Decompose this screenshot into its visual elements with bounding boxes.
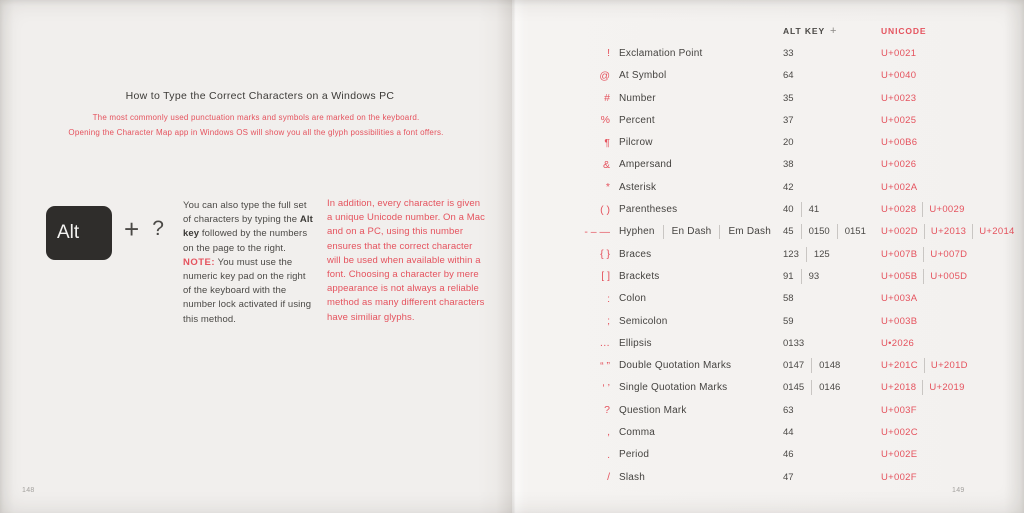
unicode-value: U+0026 [881, 159, 917, 171]
character-name-part: Comma [619, 426, 656, 438]
alt-key-value: 0151 [844, 226, 866, 238]
column-divider [837, 224, 838, 239]
character-name [619, 65, 781, 87]
unicode-code [881, 176, 1024, 198]
alt-key-code [783, 154, 880, 176]
character-name-part: Pilcrow [619, 137, 653, 149]
unicode-code [881, 221, 1024, 243]
unicode-value: U+0029 [929, 204, 965, 216]
alt-key-code [783, 65, 880, 87]
glyph-symbol: … [599, 337, 610, 350]
glyph-symbol: , [607, 426, 610, 439]
column-divider [924, 224, 925, 239]
unicode-code [881, 354, 1024, 376]
instructions-text-1: You can also type the full set of characters by typing the [183, 200, 307, 226]
unicode-code [881, 87, 1024, 109]
unicode-code [881, 265, 1024, 287]
unicode-value: U+2018 [881, 382, 917, 394]
column-divider [801, 202, 802, 217]
column-divider [801, 269, 802, 284]
glyph-symbol: * [605, 181, 610, 194]
glyph-symbol: ? [604, 404, 610, 417]
alt-key-value: 59 [783, 315, 794, 327]
alt-key-value: 33 [783, 47, 794, 59]
unicode-code [881, 109, 1024, 131]
alt-key-code [783, 399, 880, 421]
character-name-part: Em Dash [728, 226, 771, 238]
character-name-part: Ampersand [619, 159, 672, 171]
character-table [512, 20, 1024, 488]
character-name-part: Percent [619, 114, 655, 126]
glyph-symbol: [ ] [601, 270, 610, 283]
character-name-part: Braces [619, 248, 652, 260]
unicode-value: U+0023 [881, 92, 917, 104]
column-divider [806, 247, 807, 262]
unicode-value: U+003A [881, 293, 918, 305]
table-row [512, 154, 1024, 176]
glyph-symbol: & [602, 158, 610, 171]
alt-keycap [46, 206, 112, 260]
character-name [619, 87, 781, 109]
glyph-symbol: ( ) [600, 203, 610, 216]
alt-key-value: 58 [783, 293, 794, 305]
alt-key-value: 125 [813, 248, 830, 260]
instructions-paragraph [183, 199, 315, 327]
character-name-part: Colon [619, 293, 647, 305]
unicode-value: U+00B6 [881, 137, 918, 149]
glyph-symbol: ; [607, 315, 610, 327]
character-name-part: Double Quotation Marks [619, 360, 732, 372]
right-page [512, 0, 1024, 513]
column-divider [922, 202, 923, 217]
alt-key-value: 0148 [819, 360, 841, 372]
alt-key-code [783, 354, 880, 376]
instructions-alt-key-bold: Alt key [183, 214, 313, 240]
alt-key-code [783, 332, 880, 354]
character-name [619, 310, 781, 332]
table-row [512, 354, 1024, 376]
glyph-symbol: / [607, 471, 610, 484]
character-name [619, 354, 781, 376]
alt-key-value: 91 [783, 270, 794, 282]
unicode-value: U+2013 [930, 226, 967, 238]
table-row [512, 310, 1024, 332]
glyph-symbol: - – — [584, 225, 610, 238]
unicode-code [881, 332, 1024, 354]
unicode-code [881, 42, 1024, 64]
character-name-part: Question Mark [619, 404, 687, 416]
alt-key-code [783, 109, 880, 131]
page-subtitle [0, 110, 512, 140]
character-name-part: Brackets [619, 270, 660, 282]
alt-key-value: 35 [783, 92, 794, 104]
alt-key-value: 42 [783, 181, 794, 193]
unicode-value: U+007D [930, 248, 968, 260]
character-name [619, 377, 781, 399]
unicode-value: U•2026 [881, 337, 915, 349]
character-name [619, 176, 781, 198]
unicode-value: U+2019 [929, 382, 965, 394]
unicode-code [881, 377, 1024, 399]
alt-key-value: 47 [783, 471, 794, 483]
unicode-value: U+005D [930, 270, 968, 282]
character-name-part: Asterisk [619, 181, 657, 193]
unicode-column-header [881, 20, 1024, 42]
alt-key-code [783, 377, 880, 399]
character-name-part: Single Quotation Marks [619, 382, 728, 394]
character-name [619, 288, 781, 310]
alt-key-value: 0150 [808, 226, 830, 238]
table-row [512, 176, 1024, 198]
glyph-symbol: { } [600, 248, 610, 261]
alt-key-value: 0133 [783, 337, 805, 349]
table-row [512, 42, 1024, 64]
unicode-value: U+002F [881, 471, 917, 483]
table-row [512, 421, 1024, 443]
unicode-value: U+002A [881, 181, 918, 193]
page-title: How to Type the Correct Characters on a Windows PC [125, 90, 395, 102]
unicode-code [881, 444, 1024, 466]
column-divider [923, 247, 924, 262]
table-row [512, 198, 1024, 220]
character-name [619, 265, 781, 287]
alt-key-value: 44 [783, 426, 794, 438]
unicode-code [881, 310, 1024, 332]
alt-key-code [783, 198, 880, 220]
character-name [619, 332, 781, 354]
alt-key-value: 64 [783, 70, 794, 82]
instructions-text-2: followed by the numbers on the page to the right. [183, 228, 308, 254]
alt-key-value: 20 [783, 137, 794, 149]
unicode-paragraph: In addition, every character is given a unique Unicode number. On a Mac and on a PC, using this number ensures that the correct character will be used when available within a font. Choosing a character by mere appearance is not always a reliable method as many different characters have similiar glyphs. [327, 198, 486, 323]
table-header-row [512, 20, 1024, 42]
table-row [512, 87, 1024, 109]
table-row [512, 65, 1024, 87]
glyph-symbol: ‘ ’ [602, 381, 610, 394]
alt-formula [124, 212, 164, 246]
alt-key-value: 0147 [783, 360, 805, 372]
table-row [512, 399, 1024, 421]
alt-keycap-label: Alt [57, 222, 80, 243]
unicode-code [881, 288, 1024, 310]
character-name-part: At Symbol [619, 70, 667, 82]
character-name [619, 466, 781, 488]
instructions-note-label: NOTE: [183, 256, 216, 268]
alt-key-code [783, 221, 880, 243]
instructions-text-3: You must use the numeric key pad on the right of the keyboard with the number lock activated if using this method. [183, 256, 312, 325]
column-divider [923, 269, 924, 284]
alt-key-header-plus-icon: + [830, 25, 837, 38]
character-name [619, 109, 781, 131]
character-name-part: Parentheses [619, 204, 678, 216]
unicode-value: U+002C [881, 426, 918, 438]
question-mark-glyph: ? [152, 217, 164, 240]
column-divider [811, 380, 812, 395]
page-number-right: 149 [952, 487, 965, 494]
character-name [619, 399, 781, 421]
unicode-code [881, 243, 1024, 265]
unicode-value: U+201C [881, 360, 918, 372]
alt-key-code [783, 288, 880, 310]
unicode-code [881, 466, 1024, 488]
table-row [512, 288, 1024, 310]
unicode-value: U+003F [881, 404, 917, 416]
alt-key-code [783, 87, 880, 109]
alt-key-code [783, 265, 880, 287]
character-name [619, 421, 781, 443]
character-name-part: Slash [619, 471, 646, 483]
alt-key-value: 38 [783, 159, 794, 171]
glyph-symbol: : [607, 292, 610, 305]
glyph-symbol: ¶ [604, 136, 610, 149]
alt-key-value: 123 [783, 248, 799, 260]
alt-key-value: 45 [783, 226, 794, 238]
unicode-value: U+201D [930, 360, 968, 372]
alt-key-value: 63 [783, 404, 794, 416]
character-name-part: Period [619, 449, 650, 461]
table-row [512, 109, 1024, 131]
unicode-value: U+002E [881, 449, 918, 461]
column-divider [922, 380, 923, 395]
plus-icon: + [124, 214, 140, 244]
alt-key-code [783, 421, 880, 443]
subtitle-line-1: The most commonly used punctuation marks and symbols are marked on the keyboard. [92, 113, 420, 122]
glyph-symbol: . [607, 448, 610, 461]
character-name [619, 243, 781, 265]
table-row [512, 265, 1024, 287]
alt-key-code [783, 310, 880, 332]
alt-key-value: 0146 [819, 382, 841, 394]
character-name [619, 444, 781, 466]
character-name [619, 221, 781, 243]
unicode-code [881, 198, 1024, 220]
unicode-value: U+0028 [881, 204, 917, 216]
character-name-part: Number [619, 92, 656, 104]
table-row [512, 131, 1024, 153]
table-row [512, 332, 1024, 354]
alt-key-value: 46 [783, 449, 794, 461]
subtitle-line-2: Opening the Character Map app in Windows OS will show you all the glyph possibilities a font offers. [68, 128, 444, 137]
alt-key-value: 93 [808, 270, 820, 282]
unicode-code [881, 421, 1024, 443]
column-divider [811, 358, 812, 373]
alt-key-code [783, 466, 880, 488]
glyph-symbol: ! [607, 47, 610, 60]
glyph-symbol: # [604, 92, 610, 105]
character-name-part: En Dash [671, 226, 712, 238]
unicode-code [881, 65, 1024, 87]
glyph-symbol: “ ” [600, 359, 610, 372]
character-name [619, 198, 781, 220]
unicode-value: U+0021 [881, 47, 917, 59]
character-name-part: Ellipsis [619, 337, 652, 349]
page-number-left: 148 [22, 487, 35, 494]
table-row [512, 466, 1024, 488]
character-name-part: Hyphen [619, 226, 655, 238]
unicode-code [881, 154, 1024, 176]
glyph-symbol: % [600, 114, 610, 127]
table-row [512, 377, 1024, 399]
alt-key-value: 0145 [783, 382, 805, 394]
glyph-symbol: @ [599, 69, 610, 82]
column-divider [924, 358, 925, 373]
unicode-header-label: UNICODE [881, 26, 927, 37]
character-name [619, 131, 781, 153]
unicode-value: U+0025 [881, 114, 917, 126]
unicode-value: U+005B [881, 270, 918, 282]
character-name [619, 42, 781, 64]
alt-key-code [783, 176, 880, 198]
column-divider [663, 225, 664, 239]
unicode-value: U+0040 [881, 70, 917, 82]
unicode-code [881, 131, 1024, 153]
table-row [512, 444, 1024, 466]
column-divider [801, 224, 802, 239]
unicode-value: U+007B [881, 248, 918, 260]
table-row [512, 243, 1024, 265]
alt-key-value: 41 [808, 204, 820, 216]
column-divider [719, 225, 720, 239]
unicode-value: U+2014 [979, 226, 1015, 238]
column-divider [972, 224, 973, 239]
character-name-part: Semicolon [619, 315, 668, 327]
character-name [619, 154, 781, 176]
alt-key-column-header [783, 20, 880, 42]
unicode-value: U+003B [881, 315, 918, 327]
alt-key-header-label: ALT KEY [783, 26, 826, 37]
table-row [512, 221, 1024, 243]
alt-key-value: 40 [783, 204, 794, 216]
character-name-part: Exclamation Point [619, 47, 703, 59]
alt-key-code [783, 42, 880, 64]
alt-key-code [783, 243, 880, 265]
unicode-code [881, 399, 1024, 421]
unicode-value: U+002D [881, 226, 918, 238]
alt-key-code [783, 131, 880, 153]
alt-key-code [783, 444, 880, 466]
alt-key-value: 37 [783, 114, 794, 126]
